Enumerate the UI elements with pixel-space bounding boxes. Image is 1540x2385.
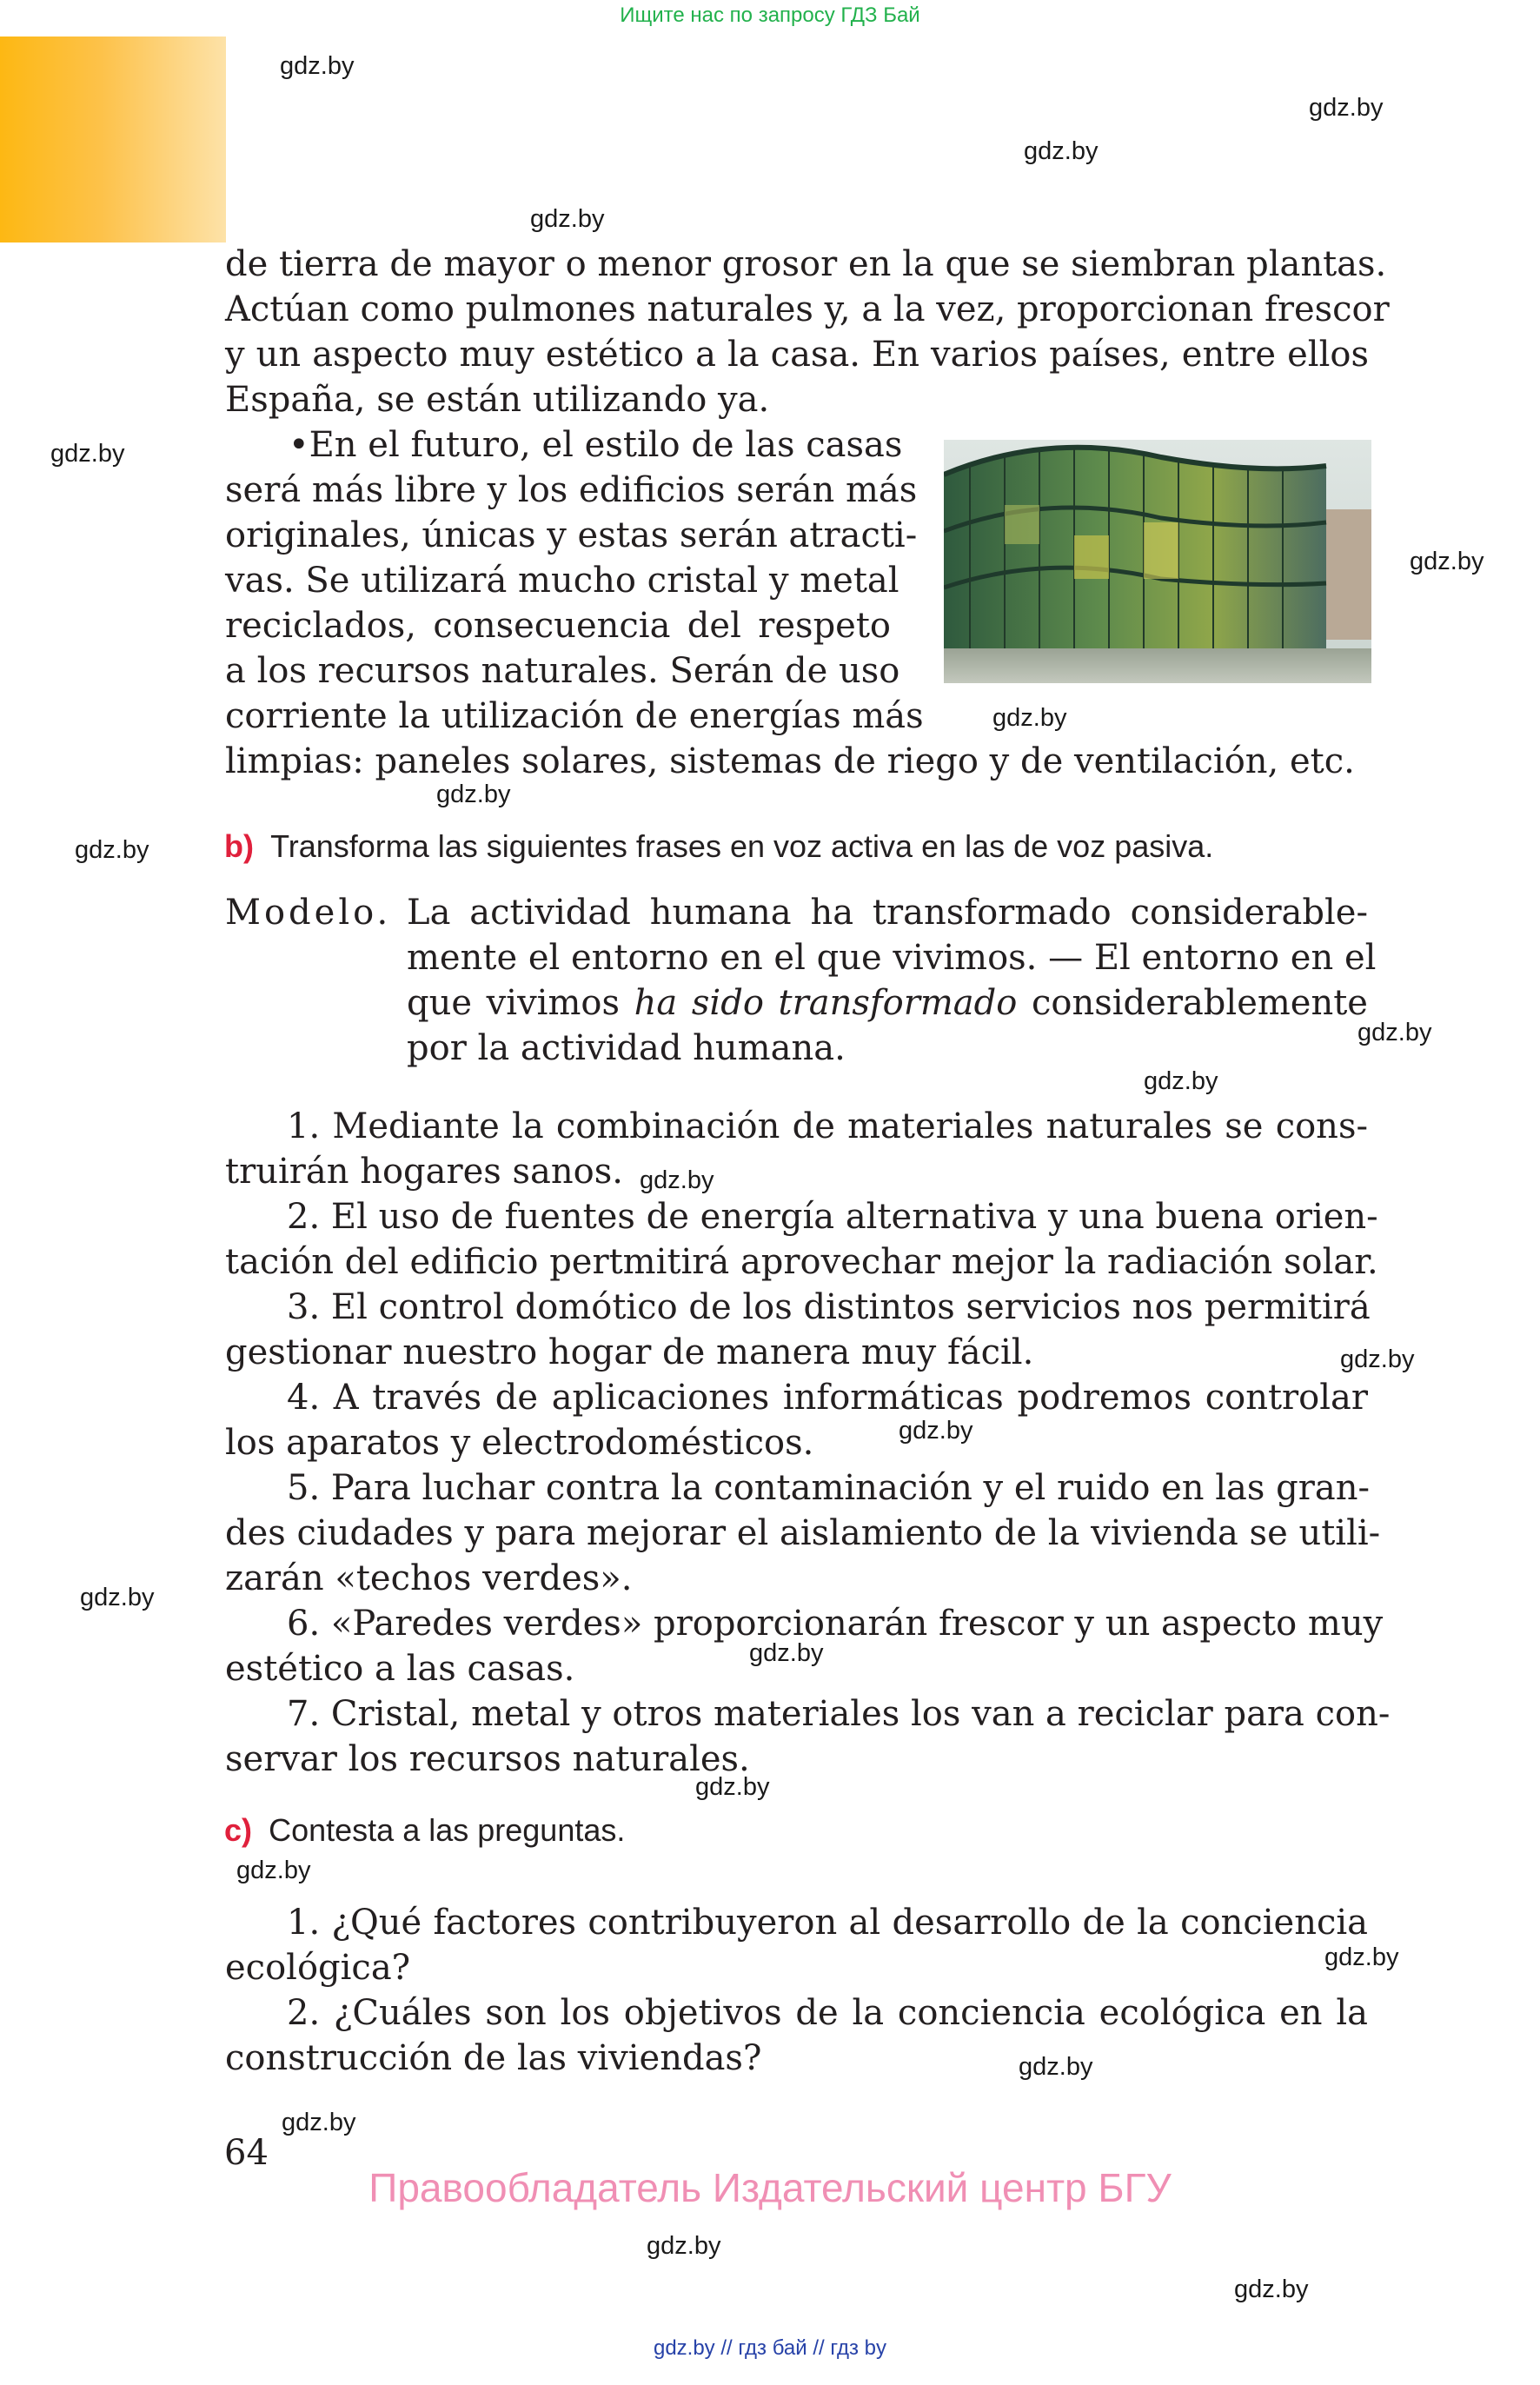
watermark: gdz.by bbox=[1324, 1943, 1399, 1971]
model-line: La actividad humana ha transformado considerable- bbox=[407, 893, 1368, 933]
exercise-line: 6. «Paredes verdes» proporcionarán frescor y un aspecto muy bbox=[287, 1604, 1384, 1644]
exercise-line: estético a las casas. bbox=[225, 1649, 575, 1689]
exercise-line: 1. Mediante la combinación de materiales naturales se cons- bbox=[287, 1106, 1368, 1146]
watermark: gdz.by bbox=[749, 1639, 824, 1667]
watermark: gdz.by bbox=[1340, 1345, 1415, 1373]
watermark: gdz.by bbox=[647, 2232, 721, 2260]
question-line: 1. ¿Qué factores contribuyeron al desarrollo de la conciencia bbox=[287, 1903, 1368, 1943]
watermark: gdz.by bbox=[695, 1773, 770, 1801]
exercise-line: gestionar nuestro hogar de manera muy fácil. bbox=[225, 1332, 1034, 1372]
model-line: por la actividad humana. bbox=[407, 1028, 846, 1068]
watermark: gdz.by bbox=[1019, 2053, 1093, 2081]
exercise-line: 4. A través de aplicaciones informáticas podremos controlar bbox=[287, 1378, 1368, 1418]
watermark: gdz.by bbox=[436, 781, 511, 808]
exercise-line: 2. El uso de fuentes de energía alternativa y una buena orien- bbox=[287, 1197, 1378, 1237]
question-line: 2. ¿Cuáles son los objetivos de la conciencia ecológica en la bbox=[287, 1993, 1368, 2033]
building-photo bbox=[944, 440, 1371, 683]
watermark: gdz.by bbox=[1234, 2275, 1309, 2303]
watermark: gdz.by bbox=[992, 704, 1067, 732]
watermark: gdz.by bbox=[236, 1857, 311, 1884]
exercise-line: 5. Para luchar contra la contaminación y el ruido en las gran- bbox=[287, 1468, 1370, 1508]
text-line: y un aspecto muy estético a la casa. En varios países, entre ellos bbox=[225, 335, 1369, 375]
watermark: gdz.by bbox=[1309, 94, 1384, 122]
model-label: Modelo. bbox=[225, 893, 392, 933]
watermark: gdz.by bbox=[1410, 548, 1484, 575]
footer-links[interactable]: gdz.by // гдз бай // гдз by bbox=[653, 2336, 887, 2360]
watermark: gdz.by bbox=[50, 440, 125, 468]
section-instruction: Contesta a las preguntas. bbox=[269, 1812, 626, 1848]
section-b-header bbox=[224, 826, 1213, 874]
watermark: gdz.by bbox=[282, 2109, 356, 2136]
section-label: b) bbox=[224, 828, 254, 864]
exercise-line: des ciudades y para mejorar el aislamiento de la vivienda se utili- bbox=[225, 1513, 1381, 1553]
watermark: gdz.by bbox=[1357, 1019, 1432, 1046]
exercise-line: servar los recursos naturales. bbox=[225, 1739, 750, 1779]
copyright-notice: Правообладатель Издательский центр БГУ bbox=[368, 2165, 1172, 2210]
watermark: gdz.by bbox=[899, 1417, 973, 1445]
section-c-header bbox=[224, 1810, 625, 1857]
text-line: España, se están utilizando ya. bbox=[225, 380, 770, 420]
exercise-line: zarán «techos verdes». bbox=[225, 1558, 633, 1598]
watermark: gdz.by bbox=[80, 1584, 155, 1611]
exercise-line: 7. Cristal, metal y otros materiales los van a reciclar para con- bbox=[287, 1694, 1391, 1734]
exercise-line: los aparatos y electrodomésticos. bbox=[225, 1423, 814, 1463]
text-line: reciclados, consecuencia del respeto bbox=[225, 606, 891, 646]
text-line: corriente la utilización de energías más bbox=[225, 696, 924, 736]
watermark: gdz.by bbox=[1144, 1067, 1218, 1095]
watermark: gdz.by bbox=[75, 836, 149, 864]
exercise-line: 3. El control domótico de los distintos servicios nos permitirá bbox=[287, 1287, 1371, 1327]
text-line: vas. Se utilizará mucho cristal y metal bbox=[225, 561, 899, 601]
model-line: mente el entorno en el que vivimos. — El entorno en el bbox=[407, 938, 1377, 978]
watermark: gdz.by bbox=[280, 52, 355, 80]
question-line: construcción de las viviendas? bbox=[225, 2038, 762, 2078]
text-line: Actúan como pulmones naturales y, a la vez, proporcionan frescor bbox=[225, 289, 1390, 329]
glass-building-illustration bbox=[944, 440, 1371, 683]
text-line: •En el futuro, el estilo de las casas bbox=[289, 425, 903, 465]
text-line: limpias: paneles solares, sistemas de riego y de ventilación, etc. bbox=[225, 741, 1355, 781]
text-line: será más libre y los edificios serán más bbox=[225, 470, 918, 510]
watermark: gdz.by bbox=[1024, 137, 1099, 165]
text-line: de tierra de mayor o menor grosor en la que se siembran plantas. bbox=[225, 244, 1387, 284]
text-line: originales, únicas y estas serán atracti- bbox=[225, 515, 918, 555]
exercise-line: truirán hogares sanos. bbox=[225, 1152, 623, 1192]
text-line: a los recursos naturales. Serán de uso bbox=[225, 651, 900, 691]
exercise-line: tación del edificio pertmitirá aprovechar mejor la radiación solar. bbox=[225, 1242, 1378, 1282]
question-line: ecológica? bbox=[225, 1948, 411, 1988]
watermark: gdz.by bbox=[530, 205, 605, 233]
top-search-banner[interactable]: Ищите нас по запросу ГДЗ Бай bbox=[620, 3, 920, 27]
model-italic-phrase: ha sido transformado bbox=[634, 983, 1018, 1023]
page-number: 64 bbox=[224, 2133, 269, 2173]
section-label: c) bbox=[224, 1812, 253, 1848]
model-line: que vivimos ha sido transformado considerablemente bbox=[407, 983, 1368, 1023]
watermark: gdz.by bbox=[640, 1166, 714, 1194]
section-instruction: Transforma las siguientes frases en voz activa en las de voz pasiva. bbox=[270, 828, 1214, 864]
corner-color-block bbox=[0, 37, 226, 242]
